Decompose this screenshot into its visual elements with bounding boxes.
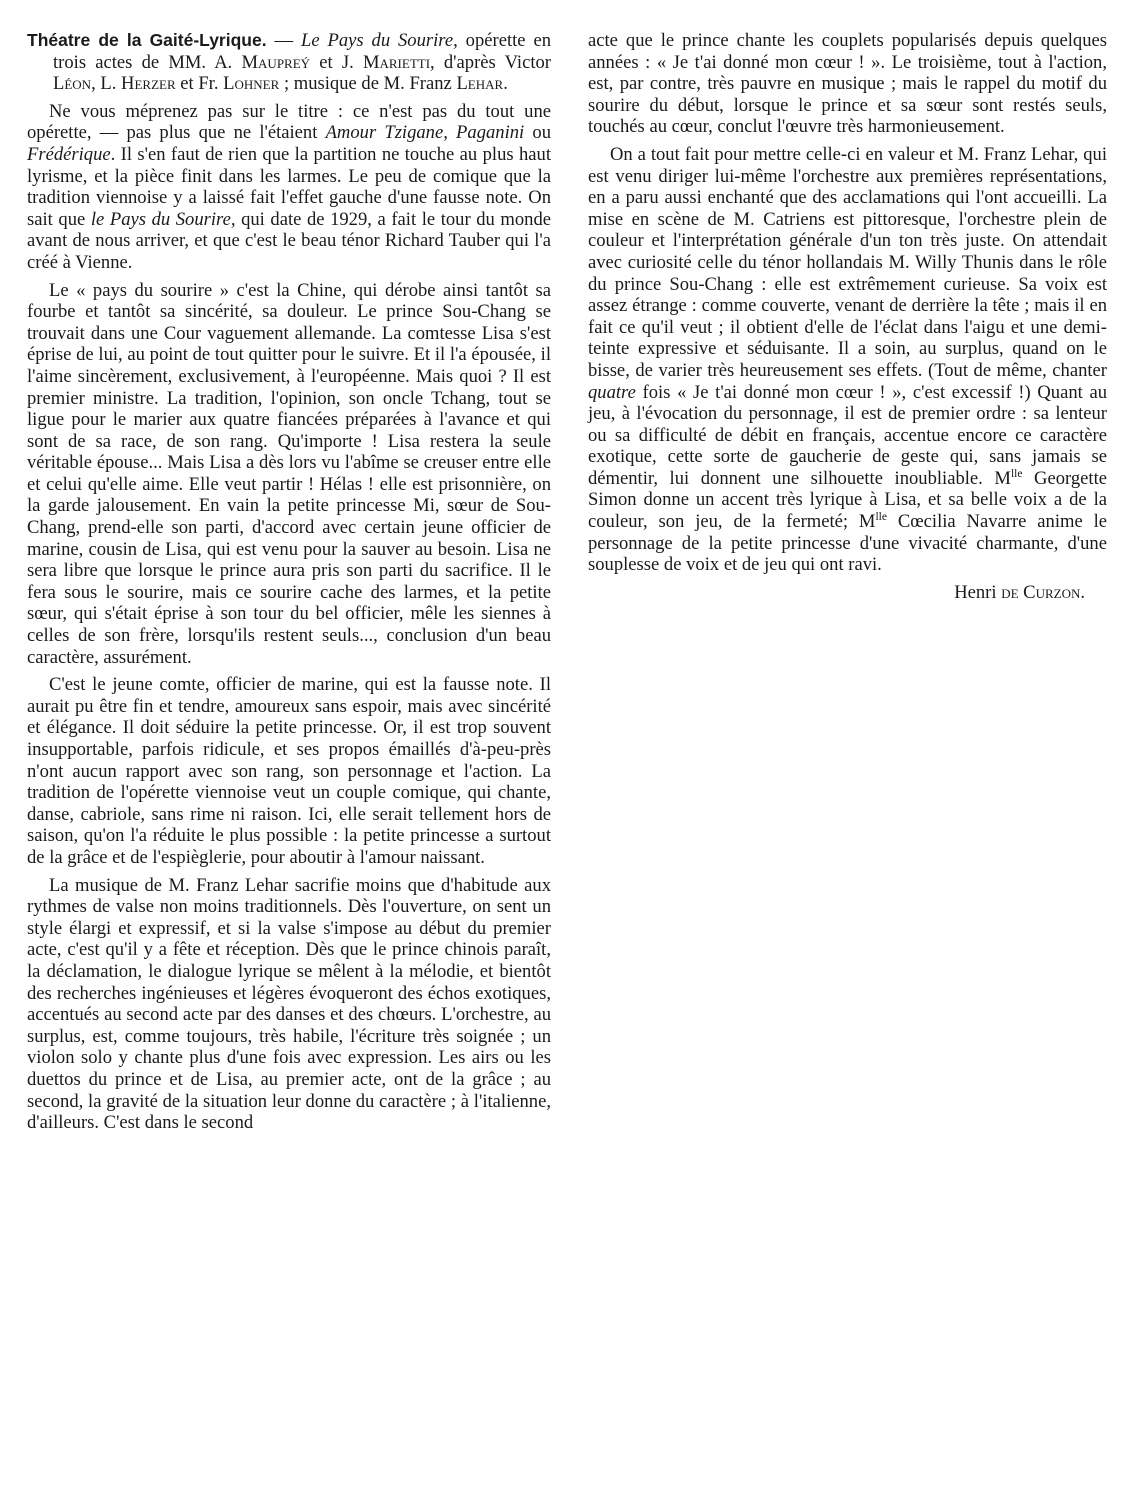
paragraph-text: fois « Je t'ai donné mon cœur ! », c'est excessif !) Quant au jeu, à l'évocation du personnage, il est de premier ordre : sa lenteur ou sa difficulté de débit en français, accentue encore ce caractère exotique, cette sorte de gaucherie de geste qui, sans jamais se démentir, lui donnent une silhouette inoubliable. M	[588, 381, 1107, 489]
work-title: Le Pays du Sourire,	[300, 30, 458, 51]
paragraph-performance	[588, 144, 1107, 576]
author-signature	[588, 582, 1107, 604]
italic-word: quatre	[588, 381, 636, 403]
paragraph-text: ou	[524, 122, 551, 144]
header-dash: —	[266, 30, 301, 51]
italic-title: Frédérique	[27, 143, 111, 165]
paragraph-plot: Le « pays du sourire » c'est la Chine, qui dérobe ainsi tantôt sa fourbe et tantôt sa sincérité, sa douleur. Le prince Sou-Chang se trouvait dans une Cour vaguement allemande. La comtesse Lisa s'est éprise de lui, au point de tout quitter pour le suivre. Et il l'a épousée, il l'aime sincèrement, exclusivement, à l'européenne. Mais quoi ? Il est premier ministre. La tradition, l'opinion, son oncle Tchang, tout se ligue pour le marier aux quatre fiancées préparées à l'avance et qui sont de sa race, de son rang. Qu'importe ! Lisa restera la seule véritable épouse... Mais Lisa a dès lors vu l'abîme se creuser entre elle et celui qu'elle aime. Elle veut partir ! Hélas ! elle est prisonnière, on la garde jalousement. En vain la petite princesse Mi, sœur de Sou-Chang, prend-elle son parti, d'accord avec certain jeune officier de marine, cousin de Lisa, qui est venu pour la sauver au besoin. Lisa ne sera libre que lorsque le prince aura pris son parti du sacrifice. Il le fera sous le sourire, mais ce sourire cache des larmes, et la petite sœur, qui s'était éprise à son tour du bel officier, mêle les siennes à celles de son frère, lorsqu'ils restent seuls..., conclusion d'un beau caractère, assurément.	[27, 279, 551, 668]
header-text: , L.	[91, 73, 122, 95]
superscript-abbrev: lle	[1010, 467, 1023, 480]
paragraph-count: C'est le jeune comte, officier de marine, qui est la fausse note. Il aurait pu être fin et tendre, amoureux sans espoir, mais avec sincérité et élégance. Il doit séduire la petite princesse. Or, il est trop souvent insupportable, parfois ridicule, et ses propos émaillés d'à-peu-près n'ont aucun rapport avec son rang, son personnage et l'action. La tradition de l'opérette viennoise veut un couple comique, qui chante, danse, cabriole, sans rime ni raison. Ici, elle serait tellement hors de saison, qu'on l'a réduite le plus possible : la petite princesse a surtout de la grâce et de l'espièglerie, pour aboutir à l'amour naissant.	[27, 674, 551, 868]
paragraph-text: Georgette Simon donne un accent très lyrique à Lisa, et sa belle voix a de la couleur, son jeu, de la fermeté; M	[588, 467, 1107, 533]
header-text: opérette en trois actes de MM. A.	[53, 30, 551, 73]
header-text: et Fr.	[175, 73, 224, 95]
paragraph-music-continued: acte que le prince chante les couplets popularisés depuis quelques années : « Je t'ai donné mon cœur ! ». Le troisième, tout à l'action, est, par contre, très pauvre en musique ; mais le rappel du motif du sourire du début, lorsque le prince et sa sœur sont restés seuls, touchés au cœur, conclut l'œuvre très harmonieusement.	[588, 30, 1107, 138]
header-text: , d'après Victor	[430, 51, 551, 73]
italic-title: le Pays du Sourire,	[90, 208, 236, 230]
review-header	[27, 30, 551, 95]
signature-last-name: de Curzon.	[1001, 581, 1085, 603]
signature-first-name: Henri	[954, 581, 1002, 603]
paragraph-text: qui date de 1929, a fait le tour du monde avant de nous arriver, et que c'est le beau ténor Richard Tauber qui l'a créé à Vienne.	[27, 208, 552, 273]
superscript-abbrev: lle	[875, 510, 887, 523]
left-column	[27, 30, 551, 1140]
author-name: Lohner	[223, 73, 280, 95]
paragraph-text: On a tout fait pour mettre celle-ci en valeur et M. Franz Lehar, qui est venu diriger lui-même l'orchestre aux premières représentations, en a paru aussi enchanté que des acclamations qui l'ont accueilli. La mise en scène de M. Catriens est pittoresque, l'orchestre plein de couleur et l'interprétation générale d'un ton très juste. On attendait avec curiosité celle du ténor hollandais M. Willy Thunis dans le rôle du prince Sou-Chang : elle est extrêmement curieuse. Sa voix est assez étrange : comme couverte, venant de derrière la tête ; mais il en fait ce qu'il veut ; il obtient d'elle de l'éclat dans l'aigu et une demi-teinte expressive et séduisante. Il a soin, au surplus, quand on le bisse, de varier très heureusement ses effets. (Tout de même, chanter	[588, 143, 1107, 381]
right-column	[588, 30, 1107, 603]
author-name: Marietti	[362, 51, 431, 73]
paragraph-intro	[27, 101, 551, 274]
venue-heading: Théatre de la Gaité-Lyrique.	[27, 30, 267, 50]
italic-title: Amour Tzigane, Paganini	[325, 122, 525, 144]
header-text: ; musique de M. Franz	[279, 73, 457, 95]
header-text: .	[503, 73, 508, 95]
paragraph-music: La musique de M. Franz Lehar sacrifie moins que d'habitude aux rythmes de valse non moins traditionnels. Dès l'ouverture, on sent un style élargi et expressif, et si la valse s'impose au début du premier acte, c'est qu'il y a fête et réception. Dès que le prince chinois paraît, la déclamation, le dialogue lyrique se mêlent à la mélodie, et bientôt des recherches ingénieuses et légères évoqueront des échos exotiques, accentués au second acte par des danses et des chœurs. L'orchestre, au surplus, est, comme toujours, très habile, l'écriture très soignée ; un violon solo y chante plus d'une fois avec expression. Les airs ou les duettos du prince et de Lisa, au premier acte, ont de la grâce ; au second, la gravité de la situation leur donne du caractère ; à l'italienne, d'ailleurs. C'est dans le second	[27, 874, 551, 1134]
paragraph-text: Ne vous méprenez pas sur le titre : ce n'est pas du tout une opérette, — pas plus que ne l'étaient	[27, 100, 551, 144]
composer-name: Lehar	[456, 73, 504, 95]
header-text: et J.	[310, 51, 363, 73]
paragraph-text: . Il s'en faut de rien que la partition ne touche au plus haut lyrisme, et la pièce finit dans les larmes. Le peu de comique que la tradition viennoise y a laissé fait l'effet gauche d'une fausse note. On sait que	[27, 143, 551, 230]
author-name: Herzer	[121, 73, 176, 95]
author-name: Léon	[53, 73, 92, 95]
author-name: Maupreý	[241, 51, 311, 73]
paragraph-text: Cœcilia Navarre anime le personnage de la petite princesse d'une vivacité charmante, d'une souplesse de voix et de jeu qui ont ravi.	[588, 511, 1107, 576]
